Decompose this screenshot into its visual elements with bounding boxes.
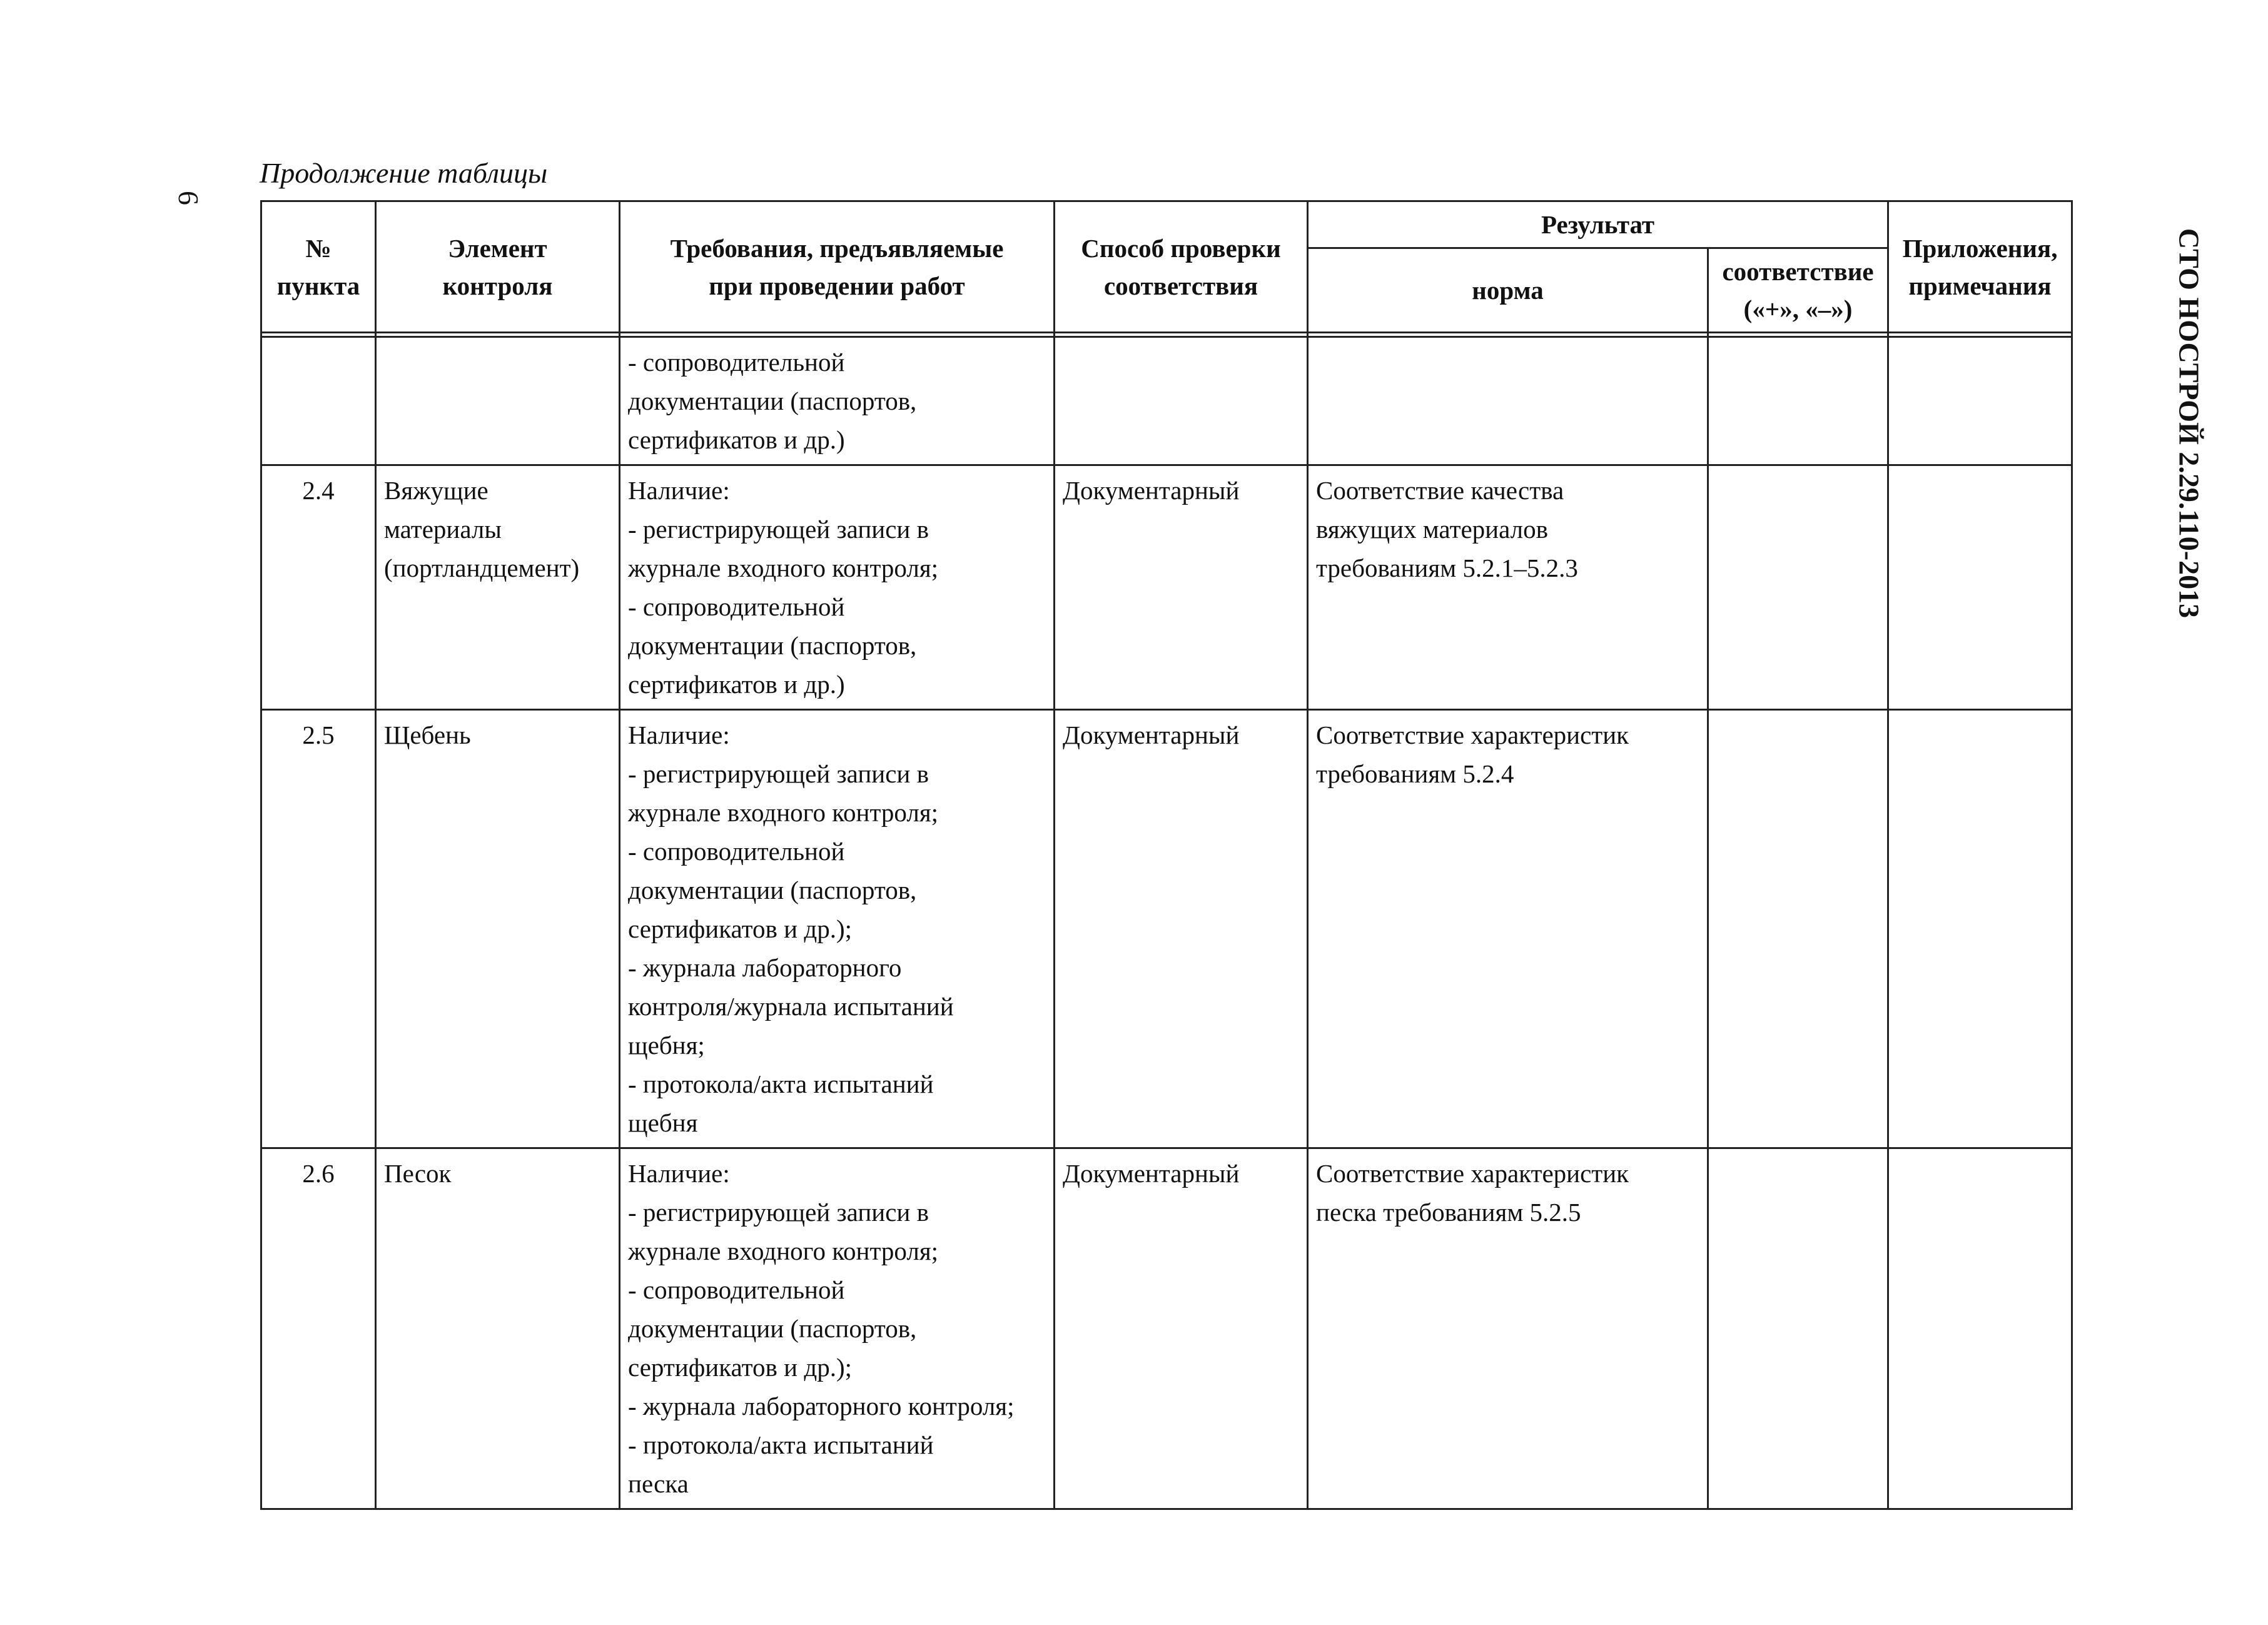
header-method: Способ проверки соответствия xyxy=(1055,201,1308,333)
cell-method: Документарный xyxy=(1055,710,1308,1148)
cell-num xyxy=(261,337,376,465)
control-table xyxy=(260,200,2073,1510)
cell-num: 2.6 xyxy=(261,1148,376,1509)
cell-norm: Соответствие качества вяжущих материалов требованиям 5.2.1–5.2.3 xyxy=(1308,465,1708,710)
cell-compliance xyxy=(1708,465,1888,710)
cell-num: 2.4 xyxy=(261,465,376,710)
header-compliance: соответствие («+», «–») xyxy=(1708,248,1888,333)
cell-notes xyxy=(1888,1148,2072,1509)
cell-requirements: - сопроводительной документации (паспортов, сертификатов и др.) xyxy=(620,337,1055,465)
cell-notes xyxy=(1888,710,2072,1148)
cell-num: 2.5 xyxy=(261,710,376,1148)
page-number: 6 xyxy=(173,191,205,205)
cell-requirements: Наличие: - регистрирующей записи в журнале входного контроля; - сопроводительной документации (паспортов, сертификатов и др.) xyxy=(620,465,1055,710)
cell-notes xyxy=(1888,465,2072,710)
table-row xyxy=(261,337,2072,465)
cell-element: Песок xyxy=(376,1148,620,1509)
cell-requirements: Наличие: - регистрирующей записи в журнале входного контроля; - сопроводительной документации (паспортов, сертификатов и др.); - журнала лабораторного контроля/журнала испытаний щебня; - протокола/акта испытаний щебня xyxy=(620,710,1055,1148)
header-row-1 xyxy=(261,201,2072,248)
header-num: № пункта xyxy=(261,201,376,333)
table-row xyxy=(261,710,2072,1148)
cell-element: Вяжущие материалы (портландцемент) xyxy=(376,465,620,710)
cell-method: Документарный xyxy=(1055,465,1308,710)
header-requirements: Требования, предъявляемые при проведении работ xyxy=(620,201,1055,333)
header-notes: Приложения, примечания xyxy=(1888,201,2072,333)
cell-norm xyxy=(1308,337,1708,465)
cell-requirements: Наличие: - регистрирующей записи в журнале входного контроля; - сопроводительной документации (паспортов, сертификатов и др.); - журнала лабораторного контроля; - протокола/акта испытаний песка xyxy=(620,1148,1055,1509)
cell-norm: Соответствие характеристик требованиям 5.2.4 xyxy=(1308,710,1708,1148)
cell-compliance xyxy=(1708,710,1888,1148)
document-code: СТО НОСТРОЙ 2.29.110-2013 xyxy=(2173,228,2205,619)
table-row xyxy=(261,1148,2072,1509)
table-row xyxy=(261,465,2072,710)
cell-compliance xyxy=(1708,337,1888,465)
header-separator xyxy=(261,333,2072,337)
cell-element: Щебень xyxy=(376,710,620,1148)
table-caption: Продолжение таблицы xyxy=(260,157,548,189)
header-norm: норма xyxy=(1308,248,1708,333)
cell-notes xyxy=(1888,337,2072,465)
cell-element xyxy=(376,337,620,465)
cell-norm: Соответствие характеристик песка требованиям 5.2.5 xyxy=(1308,1148,1708,1509)
header-element: Элемент контроля xyxy=(376,201,620,333)
header-result: Результат xyxy=(1308,201,1888,248)
cell-compliance xyxy=(1708,1148,1888,1509)
cell-method: Документарный xyxy=(1055,1148,1308,1509)
cell-method xyxy=(1055,337,1308,465)
